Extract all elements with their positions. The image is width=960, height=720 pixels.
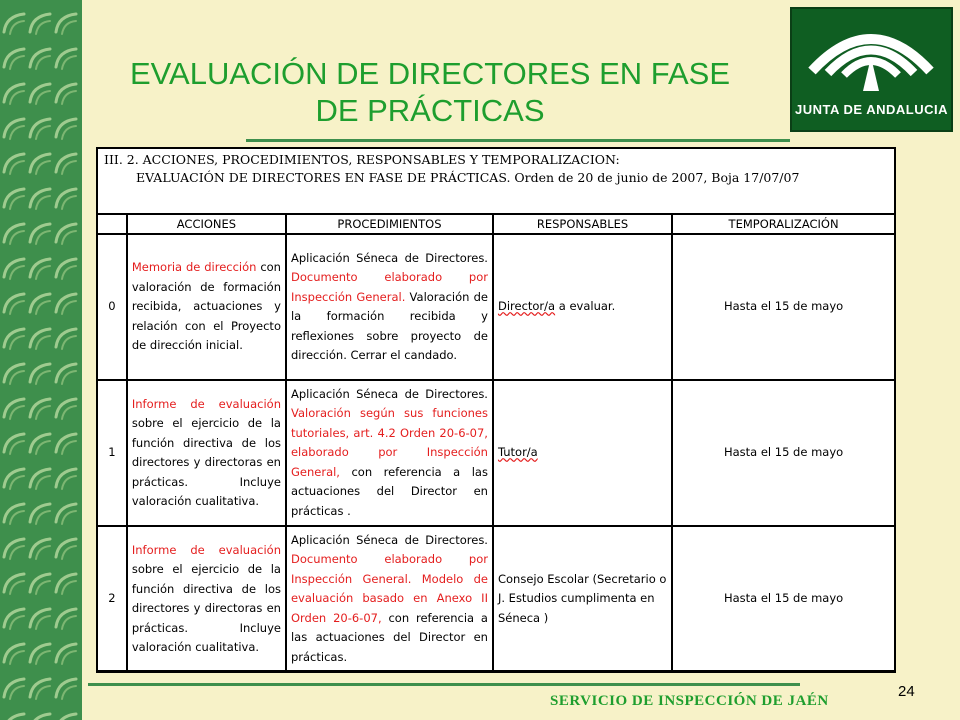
logo-arches-icon (792, 9, 951, 99)
accion-highlight: Memoria de dirección (131, 260, 257, 275)
document-heading (104, 151, 799, 187)
procedimiento-text: Aplicación Séneca de Directores. (290, 250, 488, 265)
decorative-sidebar (0, 0, 82, 720)
row-number: 2 (97, 526, 127, 672)
procedimiento-highlight: Documento elaborado por Inspección General. Modelo de evaluación basado en Anexo II Orden 20-6-07, (290, 552, 488, 625)
accion-cell (127, 526, 286, 672)
procedimiento-text: Aplicación Séneca de Directores. (290, 386, 488, 401)
procedimiento-text: Valoración de la formación recibida y reflexiones sobre proyecto de dirección. (290, 289, 488, 362)
procedimiento-text: Cerrar el candado. (350, 348, 458, 362)
responsable-highlight: Director/a (497, 299, 556, 314)
slide-title (100, 55, 760, 129)
accion-cell (127, 380, 286, 526)
junta-de-andalucia-logo (790, 7, 953, 132)
responsable-highlight: Tutor/a (497, 445, 538, 460)
procedimiento-cell (286, 380, 493, 526)
temporalizacion-cell: Hasta el 15 de mayo (672, 526, 895, 672)
responsable-cell (493, 234, 672, 380)
responsable-text: a evaluar. (555, 299, 616, 314)
procedimiento-text: con referencia a las actuaciones del Director en prácticas. (290, 610, 488, 664)
temporalizacion-cell: Hasta el 15 de mayo (672, 234, 895, 380)
divider-bottom (88, 683, 800, 686)
row-number: 1 (97, 380, 127, 526)
procedimiento-text: Aplicación Séneca de Directores. (290, 532, 488, 547)
procedimiento-highlight: Valoración según sus funciones tutoriales, art. 4.2 Orden 20-6-07, elaborado por Inspección General, (290, 406, 488, 479)
heading-line-1: III. 2. ACCIONES, PROCEDIMIENTOS, RESPONSABLES Y TEMPORALIZACION: (104, 152, 620, 167)
document-panel (96, 147, 896, 672)
page-number: 24 (898, 683, 915, 700)
column-header-acciones: ACCIONES (127, 214, 286, 234)
logo-text: JUNTA DE ANDALUCIA (795, 102, 948, 117)
responsable-cell (493, 380, 672, 526)
heading-line-2: EVALUACIÓN DE DIRECTORES EN FASE DE PRÁCTICAS. Orden de 20 de junio de 2007, Boja 17/07/07 (136, 170, 800, 185)
row-number: 0 (97, 234, 127, 380)
title-line-2: DE PRÁCTICAS (315, 93, 545, 128)
column-header-procedimientos: PROCEDIMIENTOS (286, 214, 493, 234)
table-row (97, 380, 895, 526)
procedimiento-cell (286, 526, 493, 672)
column-header-temporalizacion: TEMPORALIZACIÓN (672, 214, 895, 234)
accion-text: con valoración de formación recibida, actuaciones y relación con el Proyecto de dirección inicial. (131, 260, 281, 353)
accion-text: sobre el ejercicio de la función directiva de los directores y directoras en prácticas. Incluye valoración cualitativa. (131, 562, 281, 654)
footer-text: SERVICIO DE INSPECCIÓN DE JAÉN (550, 693, 829, 709)
procedimiento-highlight: Documento elaborado por Inspección General. (290, 270, 488, 304)
title-line-1: EVALUACIÓN DE DIRECTORES EN FASE (129, 56, 731, 91)
divider-top (246, 139, 790, 142)
procedimiento-text: con referencia a las actuaciones del Director en prácticas . (290, 464, 488, 518)
accion-highlight: Informe de evaluación (131, 396, 281, 411)
column-header-number (97, 214, 127, 234)
actions-table (96, 213, 896, 673)
leaf-pattern-icon (0, 0, 82, 720)
table-row (97, 234, 895, 380)
accion-highlight: Informe de evaluación (131, 542, 281, 557)
table-header-row (97, 214, 895, 234)
responsable-cell: Consejo Escolar (Secretario o J. Estudios cumplimenta en Séneca ) (493, 526, 672, 672)
procedimiento-cell (286, 234, 493, 380)
accion-text: sobre el ejercicio de la función directiva de los directores y directoras en prácticas. Incluye valoración cualitativa. (131, 416, 281, 508)
accion-cell (127, 234, 286, 380)
table-row (97, 526, 895, 672)
temporalizacion-cell: Hasta el 15 de mayo (672, 380, 895, 526)
column-header-responsables: RESPONSABLES (493, 214, 672, 234)
